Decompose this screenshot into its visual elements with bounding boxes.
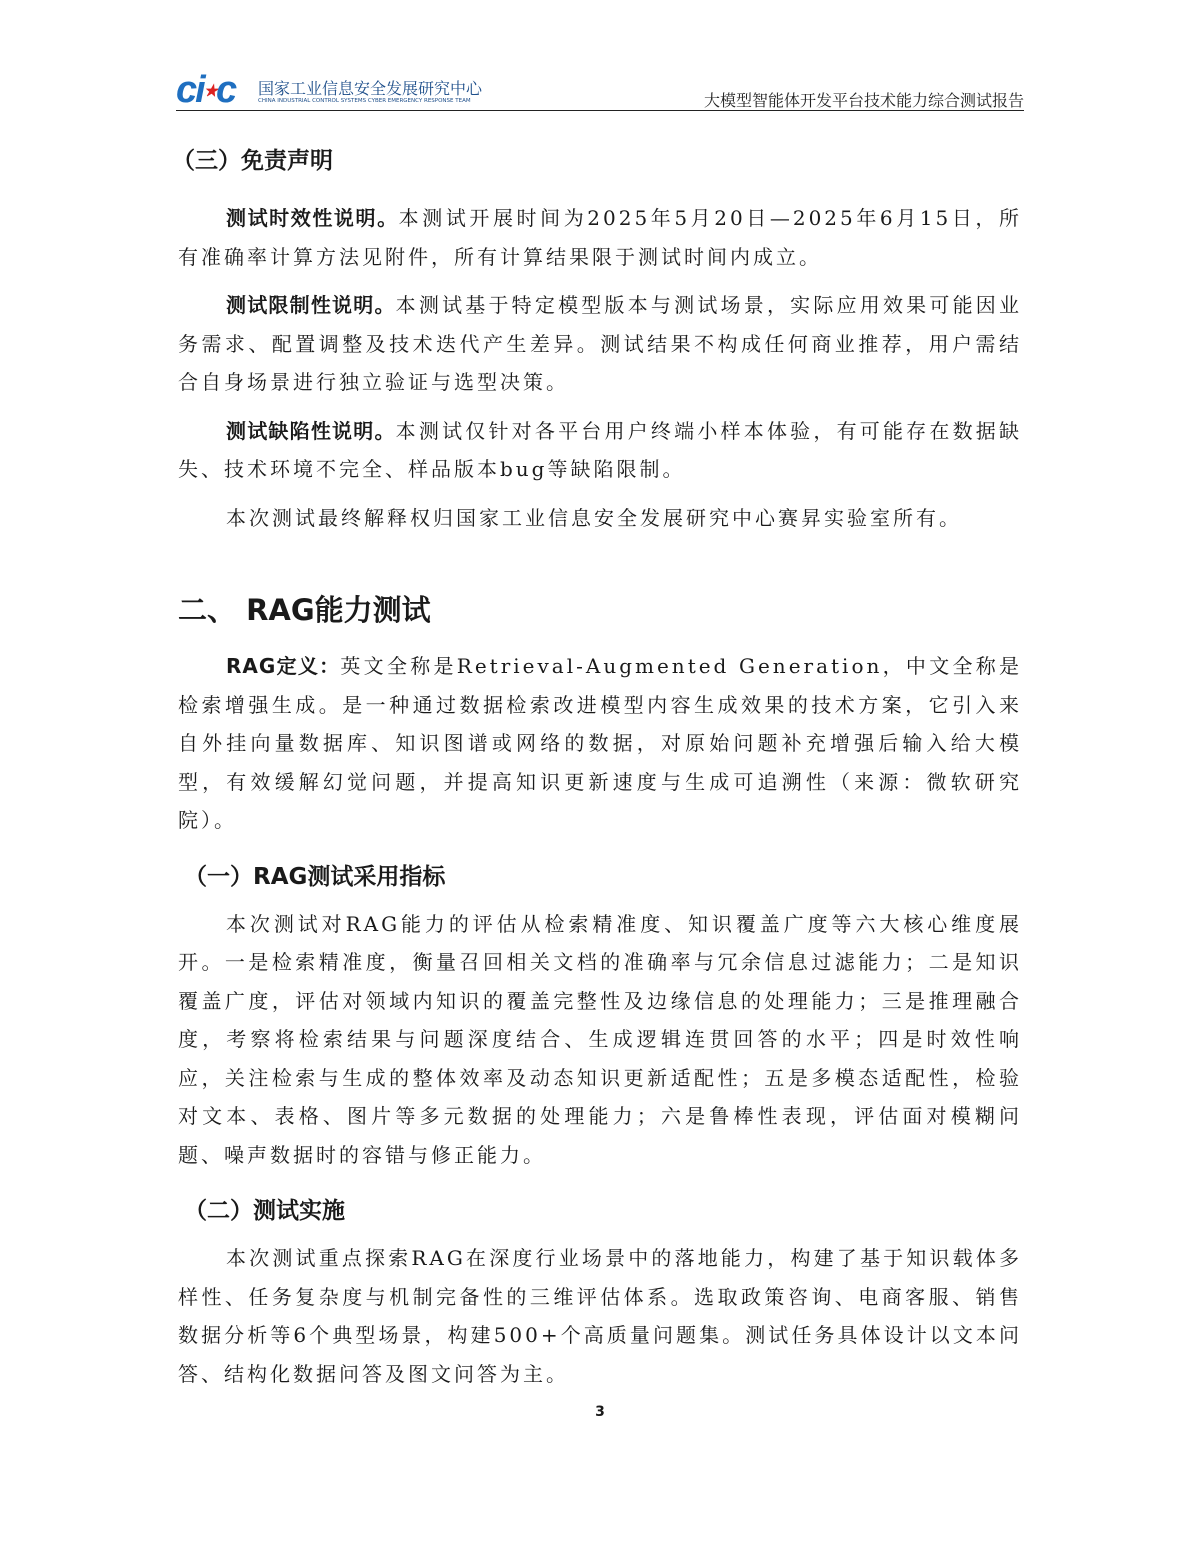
body-text: 本测试开展时间为2025年5月20日—2025年6月15日，所有准确率计算方法见附件，所有计算结果限于测试时间内成立。 (178, 206, 1022, 269)
lead-text: RAG定义： (226, 654, 341, 678)
disclaimer-heading: （三）免责声明 (172, 148, 333, 174)
lead-text: 测试缺陷性说明。 (226, 418, 396, 443)
org-name: 国家工业信息安全发展研究中心 (258, 79, 483, 98)
lead-text: 测试时效性说明。 (226, 206, 399, 230)
report-title: 大模型智能体开发平台技术能力综合测试报告 (703, 91, 1024, 110)
cic-logo: ci★c (176, 69, 236, 111)
page-number: 3 (595, 1404, 605, 1420)
paragraph: 本次测试最终解释权归国家工业信息安全发展研究中心赛昇实验室所有。 (226, 505, 962, 530)
rag-section (178, 588, 1022, 1393)
paragraph: 本次测试对RAG能力的评估从检索精准度、知识覆盖广度等六大核心维度展开。一是检索精准度，衡量召回相关文档的准确率与冗余信息过滤能力；二是知识覆盖广度，评估对领域内知识的覆盖完整性及边缘信息的处理能力；三是推理融合度，考察将检索结果与问题深度结合、生成逻辑连贯回答的水平；四是时效性响应，关注检索与生成的整体效率及动态知识更新适配性；五是多模态适配性，检验对文本、表格、图片等多元数据的处理能力；六是鲁棒性表现，评估面对模糊问题、噪声数据时的容错与修正能力。 (178, 911, 1022, 1167)
subsection-heading: （一）RAG测试采用指标 (184, 863, 446, 890)
lead-text: 测试限制性说明。 (226, 293, 396, 317)
body-text: 本测试仅针对各平台用户终端小样本体验，有可能存在数据缺失、技术环境不完全、样品版本bug等缺陷限制。 (178, 418, 1023, 481)
paragraph (178, 199, 1022, 276)
body-text: 本测试基于特定模型版本与测试场景，实际应用效果可能因业务需求、配置调整及技术迭代产生差异。测试结果不构成任何商业推荐，用户需结合自身场景进行独立验证与选型决策。 (178, 293, 1023, 394)
page-header (176, 70, 1024, 111)
disclaimer-section (172, 142, 1023, 537)
body-text: 英文全称是Retrieval-Augmented Generation，中文全称是检索增强生成。是一种通过数据检索改进模型内容生成效果的技术方案，它引入来自外挂向量数据库、知识图谱或网络的数据，对原始问题补充增强后输入给大模型，有效缓解幻觉问题，并提高知识更新速度与生成可追溯性（来源：微软研究院）。 (178, 654, 1023, 832)
paragraph (178, 647, 1022, 840)
paragraph (178, 412, 1022, 489)
section-heading: 二、 RAG能力测试 (178, 593, 431, 627)
subsection-heading: （二）测试实施 (184, 1198, 345, 1224)
org-name-en: CHINA INDUSTRIAL CONTROL SYSTEMS CYBER EMERGENCY RESPONSE TEAM (258, 98, 471, 104)
paragraph (178, 286, 1022, 402)
paragraph: 本次测试重点探索RAG在深度行业场景中的落地能力，构建了基于知识载体多样性、任务复杂度与机制完备性的三维评估体系。选取政策咨询、电商客服、销售数据分析等6个典型场景，构建500+个高质量问题集。测试任务具体设计以文本问答、结构化数据问答及图文问答为主。 (178, 1246, 1022, 1386)
